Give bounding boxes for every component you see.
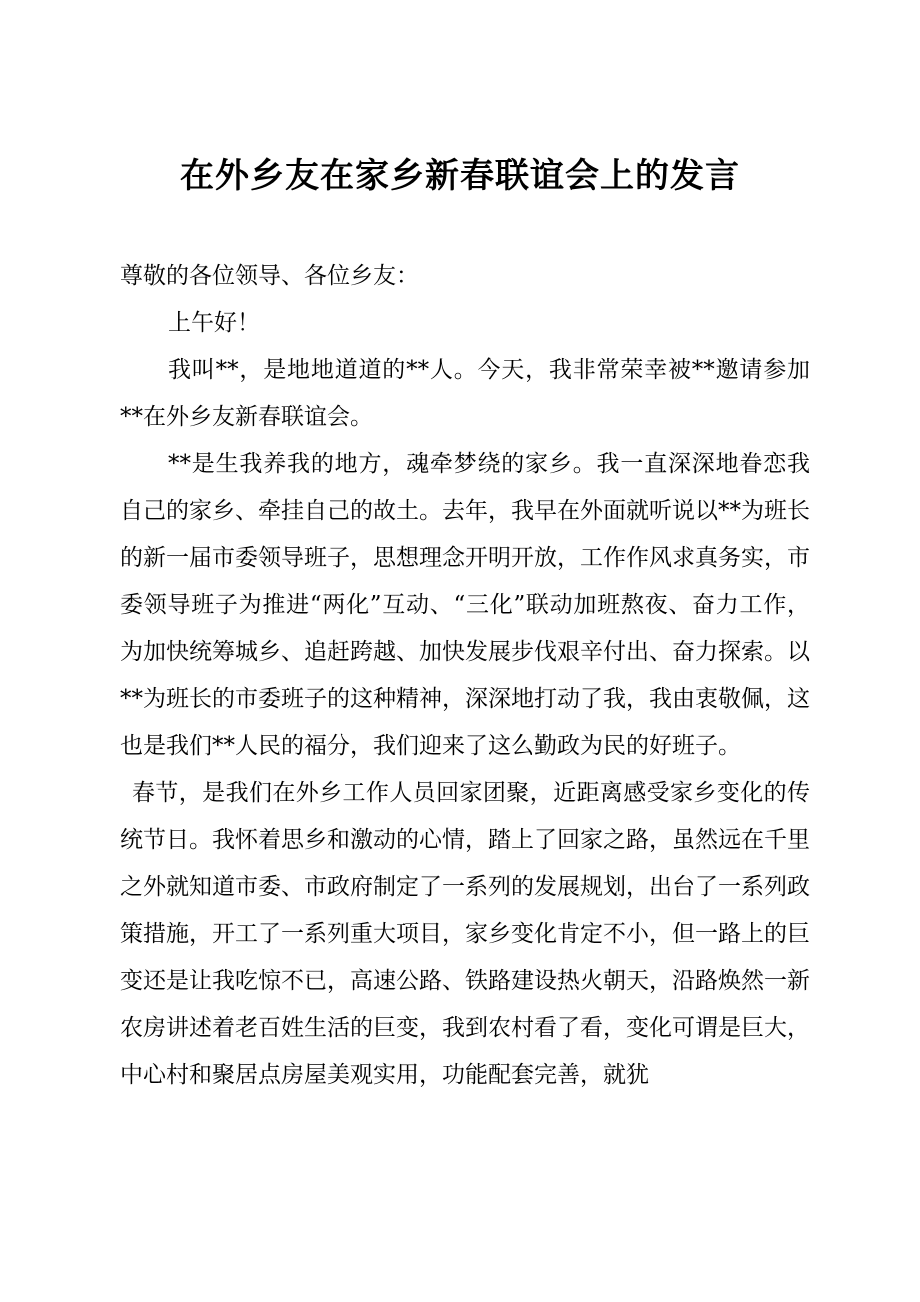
greeting-paragraph: 上午好！ — [168, 310, 260, 336]
hometown-paragraph: **是生我养我的地方，魂牵梦绕的家乡。我一直深深地眷恋我自己的家乡、牵挂自己的故土。去年，我早在外面就听说以**为班长的新一届市委领导班子，思想理念开明开放，工作作风求真务实，市委领导班子为推进“两化”互动、“三化”联动加班熬夜、奋力工作，为加快统筹城乡、追赶跨越、加快发展步伐艰辛付出、奋力探索。以**为班长的市委班子的这种精神，深深地打动了我，我由衷敬佩，这也是我们**人民的福分，我们迎来了这么勤政为民的好班子。 — [120, 451, 810, 759]
spring-festival-paragraph: 春节，是我们在外乡工作人员回家团聚，近距离感受家乡变化的传统节日。我怀着思乡和激动的心情，踏上了回家之路，虽然远在千里之外就知道市委、市政府制定了一系列的发展规划，出台了一系列政策措施，开工了一系列重大项目，家乡变化肯定不小，但一路上的巨变还是让我吃惊不已，高速公路、铁路建设热火朝天，沿路焕然一新农房讲述着老百姓生活的巨变，我到农村看了看，变化可谓是巨大，中心村和聚居点房屋美观实用，功能配套完善，就犹 — [120, 780, 810, 1088]
document-title: 在外乡友在家乡新春联谊会上的发言 — [180, 156, 740, 196]
intro-paragraph: 我叫**，是地地道道的**人。今天，我非常荣幸被**邀请参加**在外乡友新春联谊会。 — [120, 357, 810, 430]
document-body — [120, 253, 810, 1099]
salutation-paragraph: 尊敬的各位领导、各位乡友： — [120, 263, 419, 289]
